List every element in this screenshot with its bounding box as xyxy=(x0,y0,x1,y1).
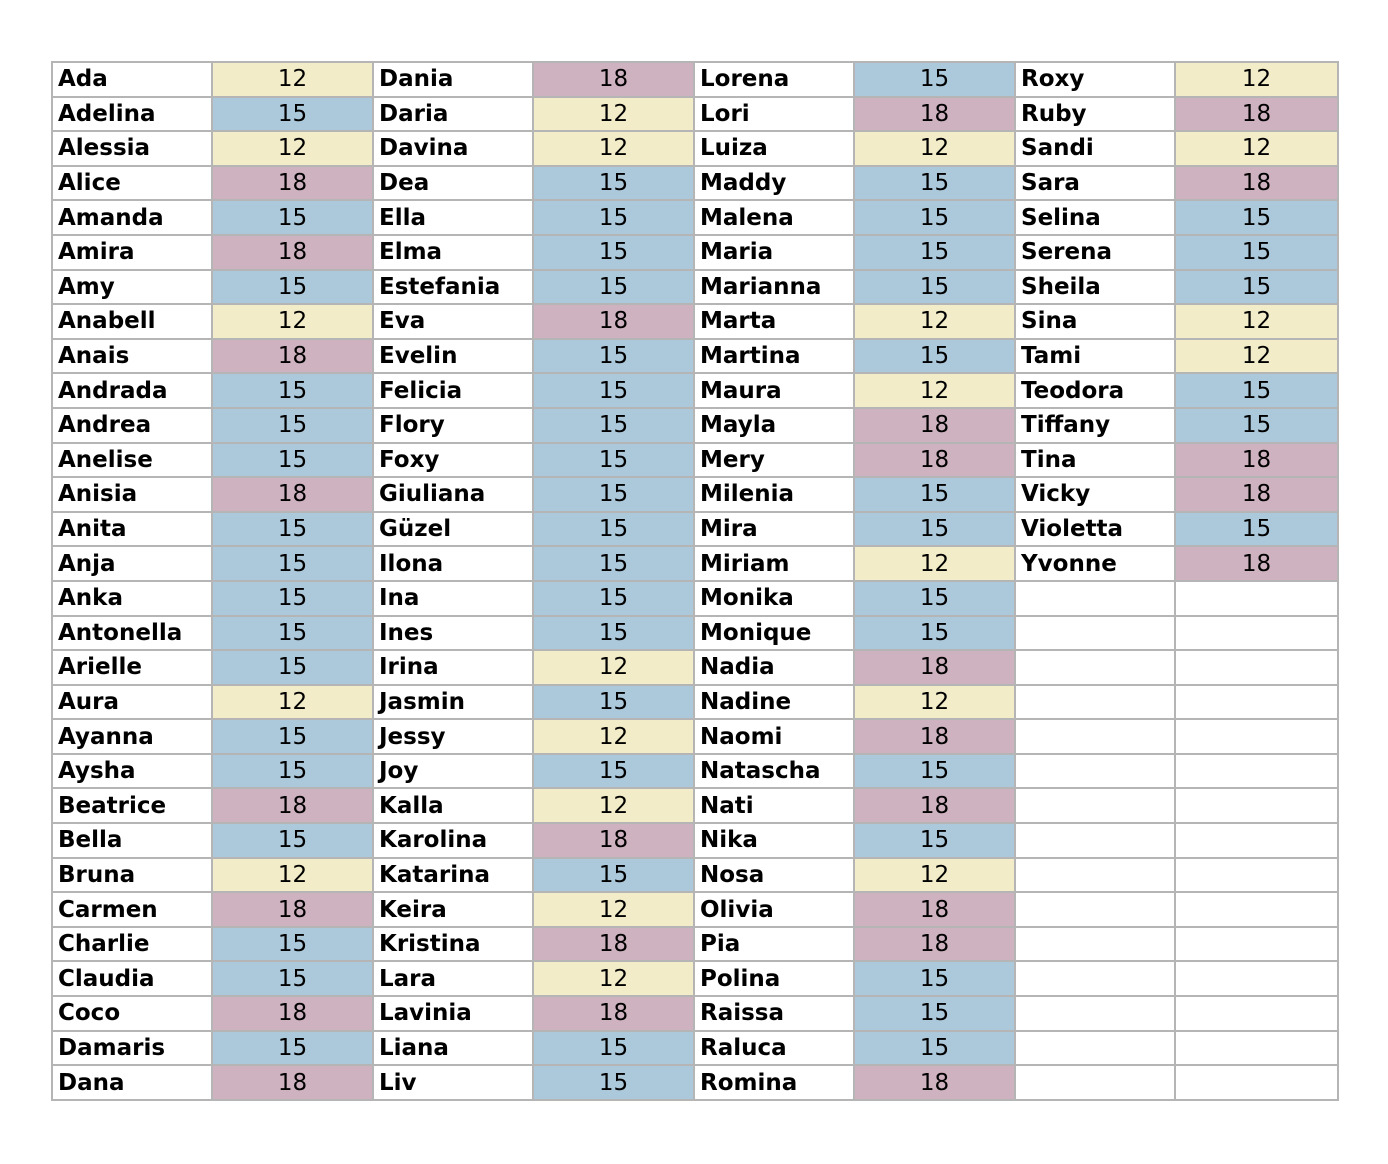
value-cell: 15 xyxy=(212,373,373,408)
name-cell: Flory xyxy=(373,408,533,443)
name-cell: Nadine xyxy=(694,685,854,720)
empty-cell xyxy=(1015,719,1175,754)
empty-cell xyxy=(1015,823,1175,858)
value-cell: 15 xyxy=(533,546,694,581)
name-cell: Eva xyxy=(373,304,533,339)
table-row xyxy=(52,1065,1338,1100)
table-row xyxy=(52,754,1338,789)
value-cell: 15 xyxy=(533,166,694,201)
name-cell: Claudia xyxy=(52,961,212,996)
name-cell: Antonella xyxy=(52,616,212,651)
value-cell: 15 xyxy=(854,1031,1015,1066)
empty-cell xyxy=(1175,927,1338,962)
value-cell: 15 xyxy=(854,270,1015,305)
name-cell: Tina xyxy=(1015,443,1175,478)
value-cell: 15 xyxy=(854,996,1015,1031)
name-cell: Keira xyxy=(373,892,533,927)
name-cell: Ina xyxy=(373,581,533,616)
value-cell: 12 xyxy=(533,650,694,685)
name-cell: Ada xyxy=(52,62,212,97)
value-cell: 15 xyxy=(854,62,1015,97)
empty-cell xyxy=(1175,961,1338,996)
value-cell: 15 xyxy=(854,339,1015,374)
value-cell: 15 xyxy=(1175,512,1338,547)
table-row xyxy=(52,961,1338,996)
name-cell: Sheila xyxy=(1015,270,1175,305)
name-cell: Aysha xyxy=(52,754,212,789)
table-row xyxy=(52,685,1338,720)
value-cell: 15 xyxy=(533,270,694,305)
name-cell: Jessy xyxy=(373,719,533,754)
name-cell: Lara xyxy=(373,961,533,996)
value-cell: 15 xyxy=(854,512,1015,547)
name-cell: Marianna xyxy=(694,270,854,305)
name-cell: Anisia xyxy=(52,477,212,512)
value-cell: 12 xyxy=(854,858,1015,893)
value-cell: 15 xyxy=(1175,270,1338,305)
table-row xyxy=(52,200,1338,235)
name-cell: Milenia xyxy=(694,477,854,512)
empty-cell xyxy=(1015,996,1175,1031)
value-cell: 18 xyxy=(533,823,694,858)
name-cell: Yvonne xyxy=(1015,546,1175,581)
value-cell: 12 xyxy=(1175,339,1338,374)
value-cell: 15 xyxy=(212,546,373,581)
value-cell: 15 xyxy=(212,616,373,651)
table-row xyxy=(52,97,1338,132)
table-row xyxy=(52,719,1338,754)
name-cell: Maura xyxy=(694,373,854,408)
table-row xyxy=(52,373,1338,408)
value-cell: 18 xyxy=(1175,546,1338,581)
empty-cell xyxy=(1015,1065,1175,1100)
empty-cell xyxy=(1175,823,1338,858)
value-cell: 15 xyxy=(533,373,694,408)
name-cell: Mery xyxy=(694,443,854,478)
name-cell: Katarina xyxy=(373,858,533,893)
value-cell: 18 xyxy=(854,788,1015,823)
value-cell: 15 xyxy=(212,1031,373,1066)
value-cell: 15 xyxy=(533,754,694,789)
name-cell: Ilona xyxy=(373,546,533,581)
empty-cell xyxy=(1015,961,1175,996)
value-cell: 15 xyxy=(1175,200,1338,235)
empty-cell xyxy=(1175,788,1338,823)
table-row xyxy=(52,650,1338,685)
name-cell: Daria xyxy=(373,97,533,132)
value-cell: 15 xyxy=(533,858,694,893)
table-row xyxy=(52,581,1338,616)
name-cell: Roxy xyxy=(1015,62,1175,97)
name-cell: Foxy xyxy=(373,443,533,478)
table-row xyxy=(52,443,1338,478)
empty-cell xyxy=(1175,650,1338,685)
name-cell: Sara xyxy=(1015,166,1175,201)
table-row xyxy=(52,131,1338,166)
name-cell: Ella xyxy=(373,200,533,235)
value-cell: 12 xyxy=(854,373,1015,408)
value-cell: 12 xyxy=(854,304,1015,339)
name-cell: Kristina xyxy=(373,927,533,962)
name-cell: Irina xyxy=(373,650,533,685)
name-cell: Sina xyxy=(1015,304,1175,339)
name-cell: Raissa xyxy=(694,996,854,1031)
name-cell: Raluca xyxy=(694,1031,854,1066)
table-row xyxy=(52,546,1338,581)
value-cell: 15 xyxy=(1175,235,1338,270)
table-row xyxy=(52,477,1338,512)
empty-cell xyxy=(1175,892,1338,927)
name-cell: Amanda xyxy=(52,200,212,235)
name-cell: Anja xyxy=(52,546,212,581)
name-cell: Joy xyxy=(373,754,533,789)
empty-cell xyxy=(1175,1065,1338,1100)
value-cell: 12 xyxy=(533,719,694,754)
value-cell: 18 xyxy=(212,788,373,823)
name-cell: Olivia xyxy=(694,892,854,927)
value-cell: 15 xyxy=(212,927,373,962)
name-cell: Monika xyxy=(694,581,854,616)
value-cell: 15 xyxy=(854,961,1015,996)
name-cell: Alice xyxy=(52,166,212,201)
table-row xyxy=(52,62,1338,97)
table-row xyxy=(52,927,1338,962)
name-cell: Marta xyxy=(694,304,854,339)
value-cell: 15 xyxy=(212,270,373,305)
table-row xyxy=(52,996,1338,1031)
table-row xyxy=(52,408,1338,443)
name-cell: Beatrice xyxy=(52,788,212,823)
empty-cell xyxy=(1175,685,1338,720)
value-cell: 18 xyxy=(1175,97,1338,132)
name-cell: Elma xyxy=(373,235,533,270)
value-cell: 15 xyxy=(212,443,373,478)
name-cell: Lavinia xyxy=(373,996,533,1031)
value-cell: 18 xyxy=(854,892,1015,927)
value-cell: 18 xyxy=(854,97,1015,132)
value-cell: 15 xyxy=(212,823,373,858)
value-cell: 18 xyxy=(1175,443,1338,478)
name-cell: Damaris xyxy=(52,1031,212,1066)
value-cell: 18 xyxy=(533,927,694,962)
name-cell: Anita xyxy=(52,512,212,547)
value-cell: 15 xyxy=(533,1065,694,1100)
value-cell: 15 xyxy=(212,650,373,685)
name-cell: Natascha xyxy=(694,754,854,789)
value-cell: 18 xyxy=(854,443,1015,478)
table-row xyxy=(52,166,1338,201)
name-cell: Martina xyxy=(694,339,854,374)
value-cell: 18 xyxy=(212,996,373,1031)
name-cell: Karolina xyxy=(373,823,533,858)
empty-cell xyxy=(1015,685,1175,720)
name-cell: Nosa xyxy=(694,858,854,893)
table-row xyxy=(52,270,1338,305)
name-cell: Violetta xyxy=(1015,512,1175,547)
value-cell: 15 xyxy=(854,235,1015,270)
table-row xyxy=(52,823,1338,858)
value-cell: 12 xyxy=(854,546,1015,581)
value-cell: 15 xyxy=(212,581,373,616)
value-cell: 15 xyxy=(533,443,694,478)
value-cell: 12 xyxy=(1175,131,1338,166)
empty-cell xyxy=(1015,858,1175,893)
empty-cell xyxy=(1175,1031,1338,1066)
name-cell: Güzel xyxy=(373,512,533,547)
value-cell: 15 xyxy=(1175,408,1338,443)
value-cell: 18 xyxy=(854,1065,1015,1100)
name-cell: Bruna xyxy=(52,858,212,893)
empty-cell xyxy=(1015,754,1175,789)
value-cell: 15 xyxy=(533,1031,694,1066)
name-cell: Tami xyxy=(1015,339,1175,374)
name-cell: Nati xyxy=(694,788,854,823)
name-cell: Mayla xyxy=(694,408,854,443)
value-cell: 18 xyxy=(1175,166,1338,201)
name-cell: Estefania xyxy=(373,270,533,305)
table-row xyxy=(52,339,1338,374)
value-cell: 12 xyxy=(1175,62,1338,97)
name-cell: Adelina xyxy=(52,97,212,132)
name-cell: Liv xyxy=(373,1065,533,1100)
name-cell: Ayanna xyxy=(52,719,212,754)
value-cell: 15 xyxy=(533,581,694,616)
empty-cell xyxy=(1175,754,1338,789)
value-cell: 18 xyxy=(212,1065,373,1100)
empty-cell xyxy=(1015,650,1175,685)
value-cell: 15 xyxy=(533,512,694,547)
value-cell: 12 xyxy=(533,97,694,132)
value-cell: 15 xyxy=(533,477,694,512)
name-cell: Kalla xyxy=(373,788,533,823)
table-row xyxy=(52,235,1338,270)
table-row xyxy=(52,1031,1338,1066)
name-cell: Ruby xyxy=(1015,97,1175,132)
value-cell: 15 xyxy=(1175,373,1338,408)
value-cell: 18 xyxy=(854,927,1015,962)
name-cell: Bella xyxy=(52,823,212,858)
name-cell: Aura xyxy=(52,685,212,720)
value-cell: 18 xyxy=(212,892,373,927)
name-cell: Nika xyxy=(694,823,854,858)
name-cell: Lorena xyxy=(694,62,854,97)
value-cell: 18 xyxy=(533,996,694,1031)
table-row xyxy=(52,858,1338,893)
name-cell: Monique xyxy=(694,616,854,651)
table-row xyxy=(52,788,1338,823)
value-cell: 15 xyxy=(212,961,373,996)
value-cell: 12 xyxy=(212,62,373,97)
value-cell: 15 xyxy=(854,166,1015,201)
table-row xyxy=(52,304,1338,339)
name-cell: Charlie xyxy=(52,927,212,962)
table-row xyxy=(52,616,1338,651)
name-cell: Teodora xyxy=(1015,373,1175,408)
value-cell: 12 xyxy=(212,685,373,720)
value-cell: 15 xyxy=(212,719,373,754)
value-cell: 12 xyxy=(533,131,694,166)
value-cell: 15 xyxy=(212,754,373,789)
name-cell: Coco xyxy=(52,996,212,1031)
empty-cell xyxy=(1175,996,1338,1031)
value-cell: 15 xyxy=(533,235,694,270)
value-cell: 15 xyxy=(854,200,1015,235)
value-cell: 15 xyxy=(854,581,1015,616)
name-cell: Maddy xyxy=(694,166,854,201)
value-cell: 15 xyxy=(854,823,1015,858)
empty-cell xyxy=(1015,927,1175,962)
name-cell: Ines xyxy=(373,616,533,651)
empty-cell xyxy=(1015,581,1175,616)
empty-cell xyxy=(1015,616,1175,651)
empty-cell xyxy=(1175,616,1338,651)
name-cell: Miriam xyxy=(694,546,854,581)
name-cell: Dea xyxy=(373,166,533,201)
name-cell: Davina xyxy=(373,131,533,166)
name-cell: Andrea xyxy=(52,408,212,443)
value-cell: 12 xyxy=(212,131,373,166)
value-cell: 18 xyxy=(533,304,694,339)
value-cell: 15 xyxy=(854,616,1015,651)
value-cell: 18 xyxy=(854,650,1015,685)
name-cell: Serena xyxy=(1015,235,1175,270)
name-cell: Selina xyxy=(1015,200,1175,235)
value-cell: 18 xyxy=(854,719,1015,754)
name-cell: Andrada xyxy=(52,373,212,408)
value-cell: 15 xyxy=(854,477,1015,512)
name-cell: Arielle xyxy=(52,650,212,685)
name-cell: Giuliana xyxy=(373,477,533,512)
name-cell: Carmen xyxy=(52,892,212,927)
value-cell: 15 xyxy=(533,200,694,235)
name-cell: Luiza xyxy=(694,131,854,166)
name-cell: Tiffany xyxy=(1015,408,1175,443)
value-cell: 12 xyxy=(212,858,373,893)
name-cell: Vicky xyxy=(1015,477,1175,512)
empty-cell xyxy=(1015,892,1175,927)
value-cell: 15 xyxy=(854,754,1015,789)
value-cell: 15 xyxy=(533,339,694,374)
name-cell: Pia xyxy=(694,927,854,962)
table-body xyxy=(52,62,1338,1100)
name-cell: Dana xyxy=(52,1065,212,1100)
name-cell: Liana xyxy=(373,1031,533,1066)
name-cell: Alessia xyxy=(52,131,212,166)
name-cell: Polina xyxy=(694,961,854,996)
value-cell: 15 xyxy=(533,685,694,720)
value-cell: 18 xyxy=(212,235,373,270)
name-cell: Anais xyxy=(52,339,212,374)
name-cell: Felicia xyxy=(373,373,533,408)
value-cell: 18 xyxy=(212,477,373,512)
value-cell: 12 xyxy=(212,304,373,339)
empty-cell xyxy=(1015,788,1175,823)
name-cell: Sandi xyxy=(1015,131,1175,166)
value-cell: 12 xyxy=(1175,304,1338,339)
name-cell: Maria xyxy=(694,235,854,270)
name-cell: Jasmin xyxy=(373,685,533,720)
name-cell: Nadia xyxy=(694,650,854,685)
value-cell: 12 xyxy=(533,892,694,927)
name-cell: Amy xyxy=(52,270,212,305)
name-cell: Evelin xyxy=(373,339,533,374)
value-cell: 18 xyxy=(854,408,1015,443)
name-cell: Anelise xyxy=(52,443,212,478)
name-cell: Romina xyxy=(694,1065,854,1100)
name-cell: Naomi xyxy=(694,719,854,754)
name-cell: Dania xyxy=(373,62,533,97)
value-cell: 12 xyxy=(533,961,694,996)
value-cell: 12 xyxy=(854,685,1015,720)
name-cell: Mira xyxy=(694,512,854,547)
value-cell: 18 xyxy=(212,339,373,374)
name-cell: Anka xyxy=(52,581,212,616)
table-row xyxy=(52,892,1338,927)
value-cell: 18 xyxy=(212,166,373,201)
name-value-table xyxy=(51,61,1339,1101)
value-cell: 18 xyxy=(1175,477,1338,512)
value-cell: 15 xyxy=(212,97,373,132)
table-row xyxy=(52,512,1338,547)
empty-cell xyxy=(1175,858,1338,893)
value-cell: 15 xyxy=(533,616,694,651)
value-cell: 12 xyxy=(854,131,1015,166)
empty-cell xyxy=(1015,1031,1175,1066)
empty-cell xyxy=(1175,719,1338,754)
name-cell: Malena xyxy=(694,200,854,235)
name-cell: Amira xyxy=(52,235,212,270)
value-cell: 15 xyxy=(533,408,694,443)
value-cell: 12 xyxy=(533,788,694,823)
value-cell: 15 xyxy=(212,408,373,443)
empty-cell xyxy=(1175,581,1338,616)
value-cell: 15 xyxy=(212,512,373,547)
value-cell: 15 xyxy=(212,200,373,235)
name-cell: Anabell xyxy=(52,304,212,339)
value-cell: 18 xyxy=(533,62,694,97)
name-cell: Lori xyxy=(694,97,854,132)
